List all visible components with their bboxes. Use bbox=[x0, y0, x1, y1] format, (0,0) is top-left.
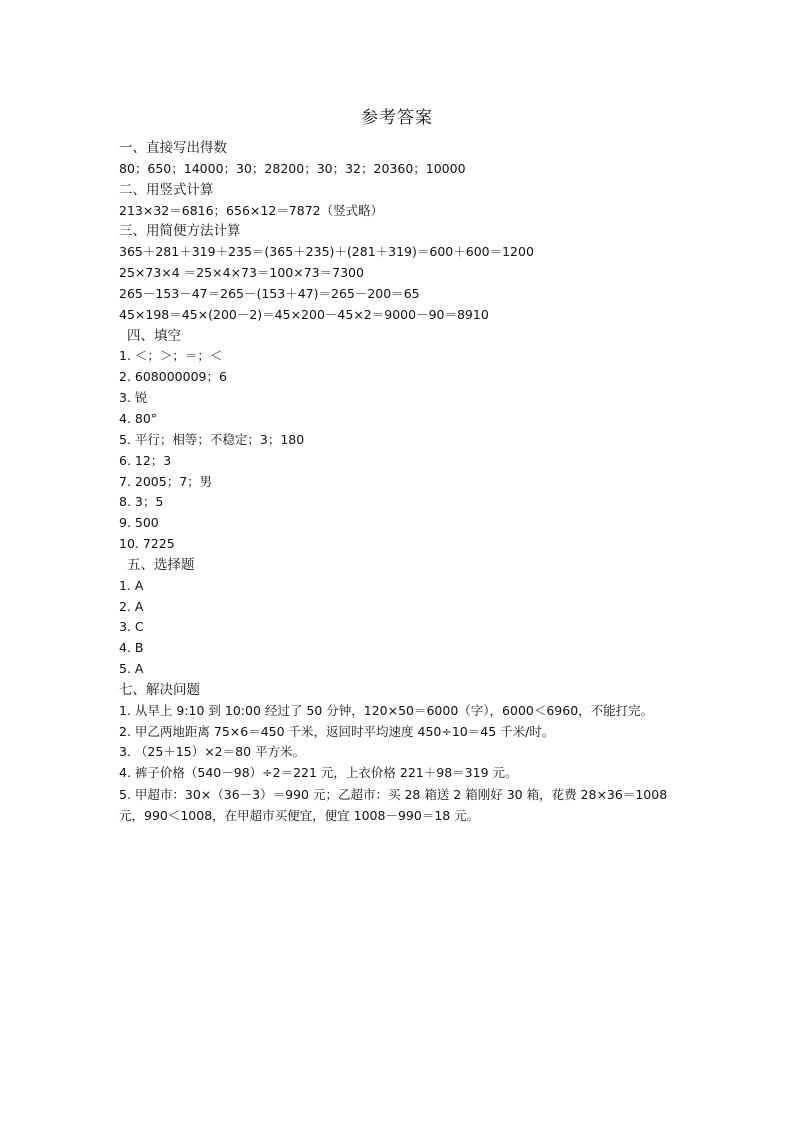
answer-line: 5. A bbox=[119, 661, 144, 677]
section-heading: 一、直接写出得数 bbox=[119, 140, 227, 156]
answer-line: 4. B bbox=[119, 640, 144, 656]
answer-line: 213×32＝6816；656×12＝7872（竖式略） bbox=[119, 202, 384, 218]
answer-line: 4. 裤子价格（540－98）÷2＝221 元，上衣价格 221＋98＝319 元。 bbox=[119, 765, 518, 781]
answer-line: 5. 平行；相等；不稳定；3；180 bbox=[119, 431, 305, 447]
answer-line: 7. 2005；7；男 bbox=[119, 473, 213, 489]
answer-line: 2. 甲乙两地距离 75×6＝450 千米，返回时平均速度 450÷10＝45 千米/时。 bbox=[119, 723, 555, 739]
answer-content bbox=[119, 138, 679, 826]
answer-line: 2. 608000009；6 bbox=[119, 369, 227, 385]
answer-line: 45×198＝45×(200－2)＝45×200－45×2＝9000－90＝8910 bbox=[119, 306, 489, 322]
answer-line: 265－153－47＝265－(153＋47)＝265－200＝65 bbox=[119, 285, 420, 301]
answer-line: 6. 12；3 bbox=[119, 452, 172, 468]
answer-line: 4. 80° bbox=[119, 410, 158, 426]
page-title: 参考答案 bbox=[361, 108, 433, 128]
answer-line: 80；650；14000；30；28200；30；32；20360；10000 bbox=[119, 160, 466, 176]
answer-line: 2. A bbox=[119, 598, 144, 614]
answer-line: 25×73×4 ＝25×4×73＝100×73＝7300 bbox=[119, 265, 364, 281]
section-heading: 二、用竖式计算 bbox=[119, 181, 214, 198]
answer-line: 1. 从早上 9:10 到 10:00 经过了 50 分钟，120×50＝6000（字），6000＜6960，不能打完。 bbox=[119, 702, 654, 718]
answer-line: 3. （25＋15）×2＝80 平方米。 bbox=[119, 744, 306, 760]
answer-line: 1. ＜；＞；＝；＜ bbox=[119, 348, 223, 364]
answer-line: 8. 3；5 bbox=[119, 494, 164, 510]
section-heading: 七、解决问题 bbox=[119, 681, 200, 698]
answer-line: 10. 7225 bbox=[119, 536, 175, 552]
section-heading: 三、用简便方法计算 bbox=[119, 223, 241, 240]
answer-line: 365＋281＋319＋235＝(365＋235)＋(281＋319)＝600＋600＝1200 bbox=[119, 244, 534, 260]
answer-line: 3. 锐 bbox=[119, 390, 148, 406]
answer-line: 9. 500 bbox=[119, 515, 159, 531]
answer-line: 1. A bbox=[119, 577, 144, 593]
answer-paragraph: 5. 甲超市：30×（36－3）＝990 元；乙超市：买 28 箱送 2 箱刚好 30 箱，花费 28×36＝1008 元，990＜1008，在甲超市买便宜，便宜 1008－990＝18 元。 bbox=[119, 787, 668, 824]
section-heading: 四、填空 bbox=[127, 327, 181, 344]
answer-line: 3. C bbox=[119, 619, 144, 635]
section-heading: 五、选择题 bbox=[127, 556, 195, 573]
